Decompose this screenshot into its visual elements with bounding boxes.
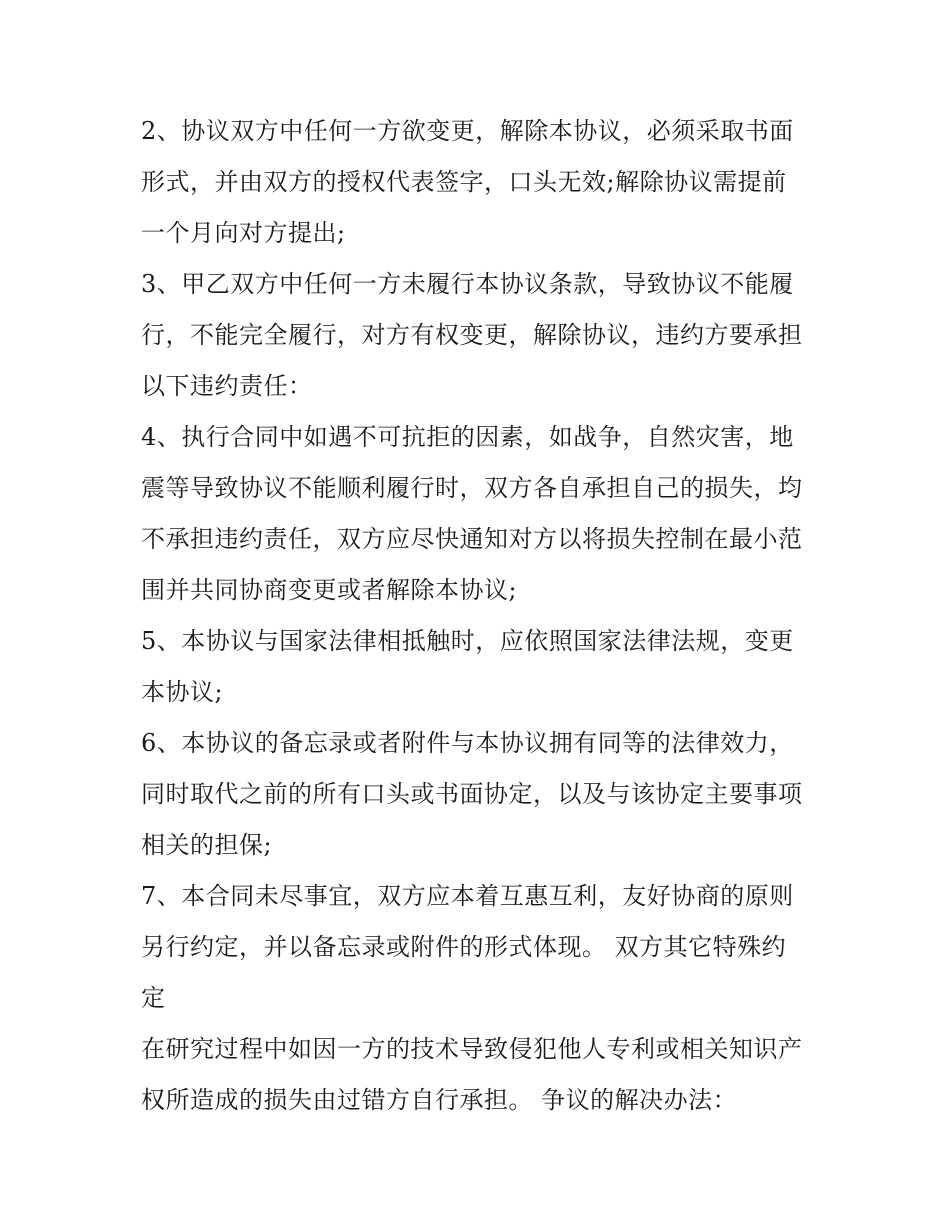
text-line: 行，不能完全履行，对方有权变更，解除协议，违约方要承担 xyxy=(141,321,803,349)
text-line: 不承担违约责任，双方应尽快通知对方以将损失控制在最小范 xyxy=(141,525,803,553)
text-line: 震等导致协议不能顺利履行时，双方各自承担自己的损失，均 xyxy=(141,474,803,502)
text-line: 5、本协议与国家法律相抵触时，应依照国家法律法规，变更 xyxy=(141,627,794,655)
text-line: 6、本协议的备忘录或者附件与本协议拥有同等的法律效力， xyxy=(141,729,794,757)
text-line: 2、协议双方中任何一方欲变更，解除本协议，必须采取书面 xyxy=(141,117,794,145)
text-line: 本协议; xyxy=(141,678,224,706)
text-line: 以下违约责任： xyxy=(141,372,313,400)
text-line: 权所造成的损失由过错方自行承担。 争议的解决办法： xyxy=(141,1086,738,1114)
text-line: 在研究过程中如因一方的技术导致侵犯他人专利或相关知识产 xyxy=(141,1035,803,1063)
text-line: 相关的担保; xyxy=(141,831,273,859)
agreement-text-block xyxy=(141,106,821,1126)
text-line: 形式，并由双方的授权代表签字，口头无效;解除协议需提前 xyxy=(141,168,787,196)
text-line: 同时取代之前的所有口头或书面协定，以及与该协定主要事项 xyxy=(141,780,803,808)
text-line: 7、本合同未尽事宜，双方应本着互惠互利，友好协商的原则 xyxy=(141,882,794,910)
text-line: 3、甲乙双方中任何一方未履行本协议条款，导致协议不能履 xyxy=(141,270,794,298)
text-line: 一个月向对方提出; xyxy=(141,219,346,247)
text-line: 定 xyxy=(141,984,166,1012)
text-line: 围并共同协商变更或者解除本协议; xyxy=(141,576,518,604)
text-line: 另行约定，并以备忘录或附件的形式体现。 双方其它特殊约 xyxy=(141,933,787,961)
text-line: 4、执行合同中如遇不可抗拒的因素，如战争，自然灾害，地 xyxy=(141,423,794,451)
